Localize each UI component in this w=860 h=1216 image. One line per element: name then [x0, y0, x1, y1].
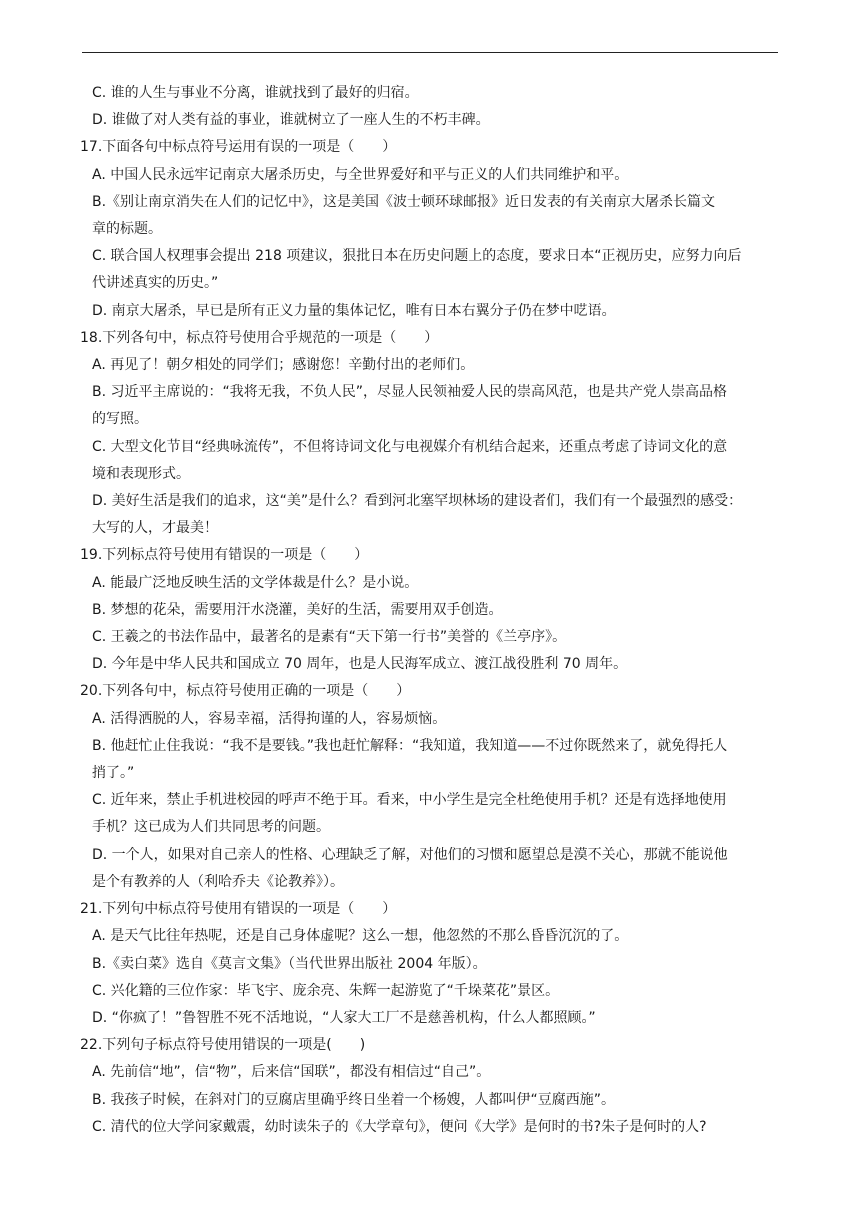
option-item: [80, 923, 780, 950]
document-body: [80, 80, 780, 1141]
option-text: B. 我孩子时候，在斜对门的豆腐店里确乎终日坐着一个杨嫂，人都叫伊“豆腐西施”。: [92, 1091, 616, 1108]
option-text: 境和表现形式。: [92, 465, 190, 482]
option-item: [80, 107, 780, 134]
option-item: [80, 842, 780, 896]
option-item: [80, 243, 780, 297]
option-text: A. 活得洒脱的人，容易幸福，活得拘谨的人，容易烦恼。: [92, 710, 447, 727]
option-item: [80, 597, 780, 624]
option-item: [80, 1114, 780, 1141]
question-block: [80, 678, 780, 896]
option-text: D. 美好生活是我们的追求，这“美”是什么？看到河北塞罕坝林场的建设者们，我们有一个最强烈的感受：: [92, 493, 743, 510]
question-stem: 22.下列句子标点符号使用错误的一项是( ): [80, 1037, 366, 1054]
option-text: C. 谁的人生与事业不分离，谁就找到了最好的归宿。: [92, 85, 419, 101]
option-text: C. 大型文化节目“经典咏流传”，不但将诗词文化与电视媒介有机结合起来，还重点考虑了诗词文化的意: [92, 438, 728, 455]
option-item: [80, 1087, 780, 1114]
option-text: 代讲述真实的历史。”: [92, 275, 219, 292]
question-block: [80, 80, 780, 134]
option-text: 大写的人，才最美！: [92, 520, 218, 537]
option-text: 是个有教养的人（利哈乔夫《论教养》）。: [92, 873, 344, 890]
option-text: C. 联合国人权理事会提出 218 项建议，狠批日本在历史问题上的态度，要求日本“正视历史，应努力向后: [92, 248, 742, 265]
option-text: A. 是天气比往年热呢，还是自己身体虚呢？这么一想，他忽然的不那么昏昏沉沉的了。: [92, 928, 629, 945]
question-block: [80, 896, 780, 1032]
option-text: B. 他赶忙止住我说：“我不是要钱。”我也赶忙解释：“我知道，我知道——不过你既然来了，就免得托人: [92, 737, 728, 754]
question-block: [80, 542, 780, 678]
question-stem: 17.下面各句中标点符号运用有误的一项是（ ）: [80, 139, 397, 156]
option-item: [80, 733, 780, 787]
option-text: 捎了。”: [92, 765, 135, 782]
question-block: [80, 134, 780, 324]
option-item: [80, 298, 780, 325]
option-text: D. 一个人，如果对自己亲人的性格、心理缺乏了解，对他们的习惯和愿望总是漠不关心，那就不能说他: [92, 846, 728, 863]
option-text: 的写照。: [92, 411, 148, 428]
question-stem: 19.下列标点符号使用有错误的一项是（ ）: [80, 547, 369, 564]
option-item: [80, 352, 780, 379]
option-text: C. 王羲之的书法作品中，最著名的是素有“天下第一行书”美誉的《兰亭序》。: [92, 629, 567, 646]
option-text: C. 近年来，禁止手机进校园的呼声不绝于耳。看来，中小学生是完全杜绝使用手机？还是有选择地使用: [92, 792, 727, 809]
option-text: 手机？这已成为人们共同思考的问题。: [92, 819, 330, 836]
option-item: [80, 80, 780, 107]
option-text: D. “你疯了！”鲁智胜不死不活地说，“人家大工厂不是慈善机构，什么人都照顾。”: [92, 1009, 596, 1026]
option-item: [80, 379, 780, 433]
option-item: [80, 787, 780, 841]
question-stem: 18.下列各句中，标点符号使用合乎规范的一项是（ ）: [80, 329, 439, 346]
option-item: [80, 1059, 780, 1086]
option-item: [80, 1005, 780, 1032]
option-item: [80, 651, 780, 678]
option-text: A. 能最广泛地反映生活的文学体裁是什么？是小说。: [92, 574, 419, 591]
option-item: [80, 434, 780, 488]
option-item: [80, 951, 780, 978]
option-text: A. 先前信“地”，信“物”，后来信“国联”，都没有相信过“自己”。: [92, 1064, 491, 1081]
option-text: A. 再见了！朝夕相处的同学们；感谢您！辛勤付出的老师们。: [92, 357, 475, 374]
question-block: [80, 325, 780, 543]
question-stem: 20.下列各句中，标点符号使用正确的一项是（ ）: [80, 683, 411, 700]
option-text: D. 谁做了对人类有益的事业，谁就树立了一座人生的不朽丰碑。: [92, 112, 490, 129]
question-stem: 21.下列句中标点符号使用有错误的一项是（ ）: [80, 901, 397, 918]
option-text: B. 梦想的花朵，需要用汗水浇灌，美好的生活，需要用双手创造。: [92, 601, 503, 618]
option-text: 章的标题。: [92, 221, 162, 238]
question-block: [80, 1032, 780, 1141]
option-text: C. 兴化籍的三位作家：毕飞宇、庞余亮、朱辉一起游览了“千垛菜花”景区。: [92, 982, 560, 999]
option-text: B.《别让南京消失在人们的记忆中》，这是美国《波士顿环球邮报》近日发表的有关南京大屠杀长篇文: [92, 193, 716, 210]
option-item: [80, 706, 780, 733]
option-text: B. 习近平主席说的：“我将无我，不负人民”，尽显人民领袖爱人民的崇高风范，也是共产党人崇高品格: [92, 384, 728, 401]
header-rule: [82, 52, 778, 53]
option-item: [80, 189, 780, 243]
option-item: [80, 570, 780, 597]
option-item: [80, 162, 780, 189]
option-item: [80, 624, 780, 651]
option-text: D. 今年是中华人民共和国成立 70 周年，也是人民海军成立、渡江战役胜利 70 周年。: [92, 656, 628, 673]
option-text: A. 中国人民永远牢记南京大屠杀历史，与全世界爱好和平与正义的人们共同维护和平。: [92, 166, 629, 183]
option-item: [80, 488, 780, 542]
option-text: C. 清代的位大学问家戴震，幼时读朱子的《大学章句》，便问《大学》是何时的书?朱子是何时的人?: [92, 1118, 707, 1135]
option-text: D. 南京大屠杀，早已是所有正义力量的集体记忆，唯有日本右翼分子仍在梦中呓语。: [92, 302, 616, 319]
option-text: B.《卖白菜》选自《莫言文集》（当代世界出版社 2004 年版）。: [92, 955, 487, 972]
option-item: [80, 978, 780, 1005]
